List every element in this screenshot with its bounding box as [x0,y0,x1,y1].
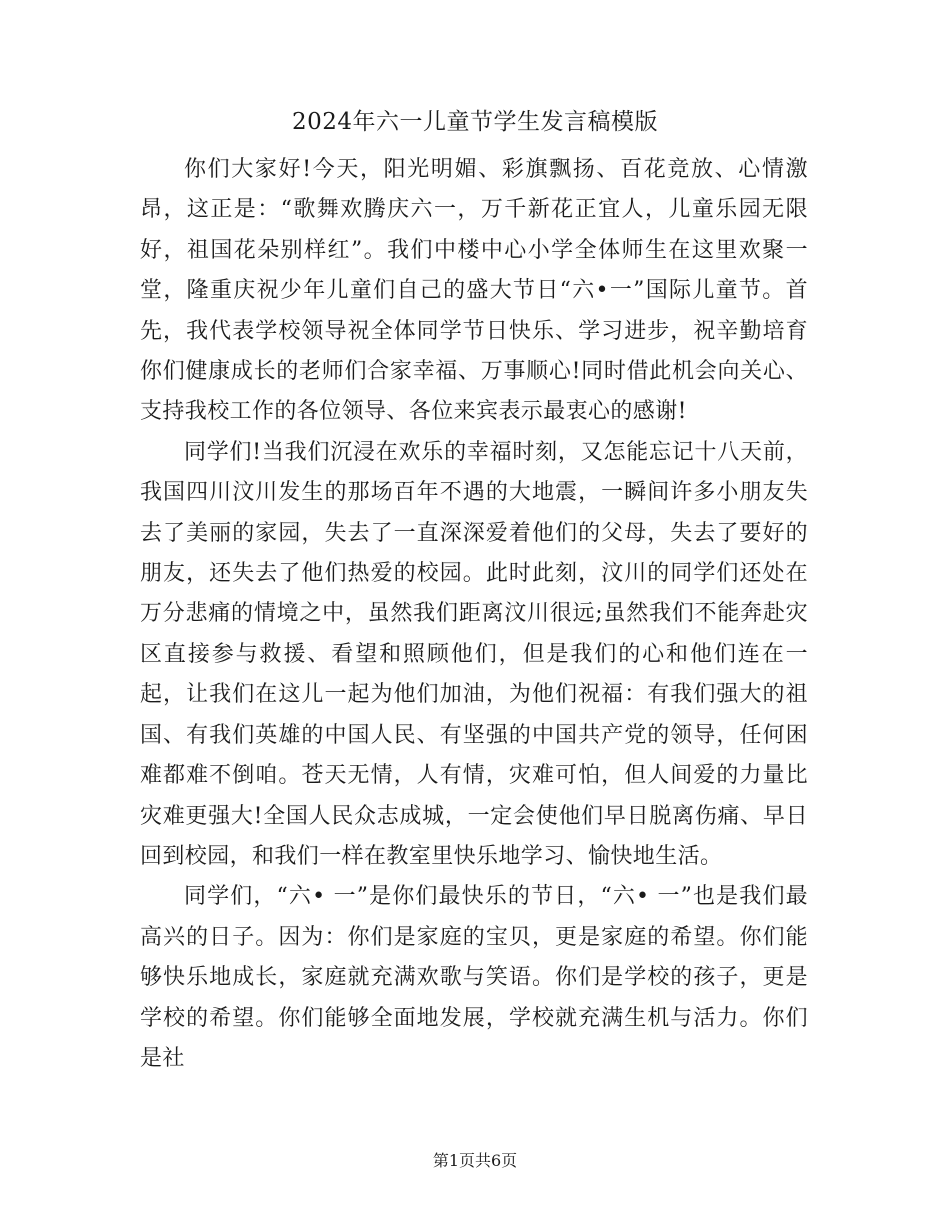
document-body [140,150,808,1079]
paragraph-1: 你们大家好!今天，阳光明媚、彩旗飘扬、百花竞放、心情激昂，这正是：“歌舞欢腾庆六一，万千新花正宜人，儿童乐园无限好，祖国花朵别样红”。我们中楼中心小学全体师生在这里欢聚一堂，隆重庆祝少年儿童们自己的盛大节日“六•一”国际儿童节。首先，我代表学校领导祝全体同学节日快乐、学习进步，祝辛勤培育你们健康成长的老师们合家幸福、万事顺心!同时借此机会向关心、支持我校工作的各位领导、各位来宾表示最衷心的感谢! [140,157,808,425]
page-number-footer: 第1页共6页 [432,1151,518,1170]
document-title: 2024年六一儿童节学生发言稿模版 [291,109,659,135]
paragraph-2: 同学们!当我们沉浸在欢乐的幸福时刻，又怎能忘记十八天前，我国四川汶川发生的那场百年不遇的大地震，一瞬间许多小朋友失去了美丽的家园，失去了一直深深爱着他们的父母，失去了要好的朋友，还失去了他们热爱的校园。此时此刻，汶川的同学们还处在万分悲痛的情境之中，虽然我们距离汶川很远;虽然我们不能奔赴灾区直接参与救援、看望和照顾他们，但是我们的心和他们连在一起，让我们在这儿一起为他们加油，为他们祝福：有我们强大的祖国、有我们英雄的中国人民、有坚强的中国共产党的领导，任何困难都难不倒咱。苍天无情，人有情，灾难可怕，但人间爱的力量比灾难更强大!全国人民众志成城，一定会使他们早日脱离伤痛、早日回到校园，和我们一样在教室里快乐地学习、愉快地生活。 [140,439,808,869]
paragraph-3: 同学们，“六• 一”是你们最快乐的节日，“六• 一”也是我们最高兴的日子。因为：你们是家庭的宝贝，更是家庭的希望。你们能够快乐地成长，家庭就充满欢歌与笑语。你们是学校的孩子，更是学校的希望。你们能够全面地发展，学校就充满生机与活力。你们是社 [140,884,808,1071]
